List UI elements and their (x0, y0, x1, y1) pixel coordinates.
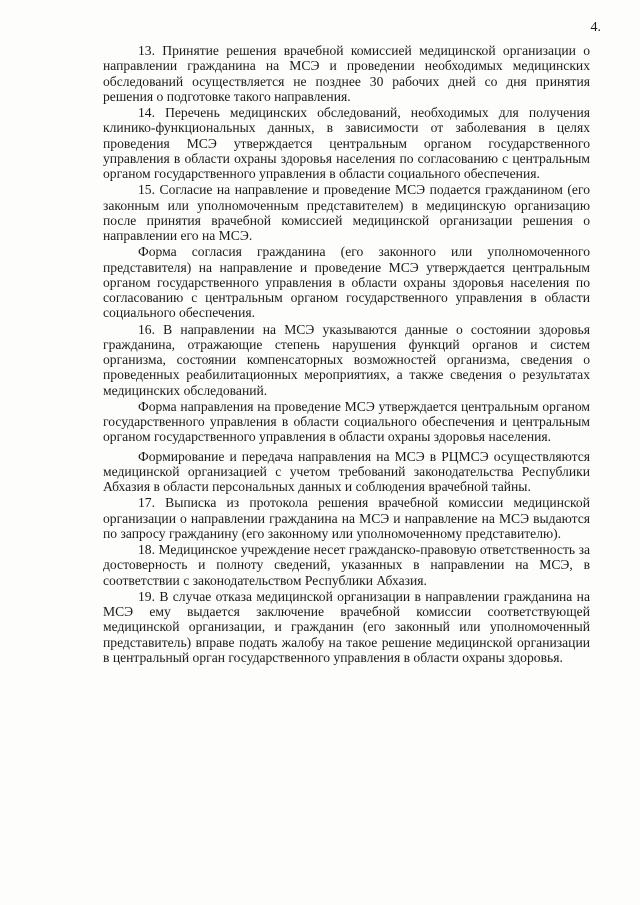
paragraph-18: 18. Медицинское учреждение несет гражданско-правовую ответственность за достоверность и полноту сведений, указанных в направлении на МСЭ, в соответствии с законодательством Республики Абхазия. (103, 542, 590, 588)
paragraph-13: 13. Принятие решения врачебной комиссией медицинской организации о направлении гражданина на МСЭ и проведении необходимых медицинских обследований осуществляется не позднее 30 рабочих дней со дня принятия решения о подготовке такого направления. (103, 43, 590, 104)
paragraph-referral-form: Форма направления на проведение МСЭ утверждается центральным органом государственного управления в области социального обеспечения и центральным органом государственного управления в области охраны здоровья населения. (103, 398, 590, 445)
paragraph-referral-transfer: Формирование и передача направления на МСЭ в РЦМСЭ осуществляются медицинской организацией с учетом требований законодательства Республики Абхазия в области персональных данных и соблюдения врачебной тайны. (103, 448, 590, 494)
page-number: 4. (590, 20, 601, 35)
paragraph-16: 16. В направлении на МСЭ указываются данные о состоянии здоровья гражданина, отражающие степень нарушения функций органов и систем организма, состоянии компенсаторных возможностей организма, сведения о проведенных реабилитационных мероприятиях, а также сведения о результатах медицинских обследований. (103, 321, 590, 398)
paragraph-19: 19. В случае отказа медицинской организации в направлении гражданина на МСЭ ему выдается заключение врачебной комиссии соответствующей медицинской организации, и гражданин (его законный или уполномоченный представитель) вправе подать жалобу на такое решение медицинской организации в центральный орган государственного управления в области охраны здоровья. (103, 588, 590, 665)
paragraph-17: 17. Выписка из протокола решения врачебной комиссии медицинской организации о направлении гражданина на МСЭ и направление на МСЭ выдаются по запросу гражданину (его законному или уполномоченному представителю). (103, 495, 590, 541)
paragraph-15: 15. Согласие на направление и проведение МСЭ подается гражданином (его законным или уполномоченным представителем) в медицинскую организацию после принятия врачебной комиссией медицинской организации решения о направлении его на МСЭ. (103, 182, 590, 243)
paragraph-14: 14. Перечень медицинских обследований, необходимых для получения клинико-функциональных данных, в зависимости от заболевания в целях проведения МСЭ утверждается центральным органом государственного управления в области охраны здоровья населения по согласованию с центральным органом государственного управления в области социального обеспечения. (103, 105, 590, 181)
document-body (103, 43, 590, 665)
paragraph-consent-form: Форма согласия гражданина (его законного или уполномоченного представителя) на направление и проведение МСЭ утверждается центральным органом государственного управления в области охраны здоровья населения по согласованию с центральным органом государственного управления в области социального обеспечения. (103, 244, 590, 321)
